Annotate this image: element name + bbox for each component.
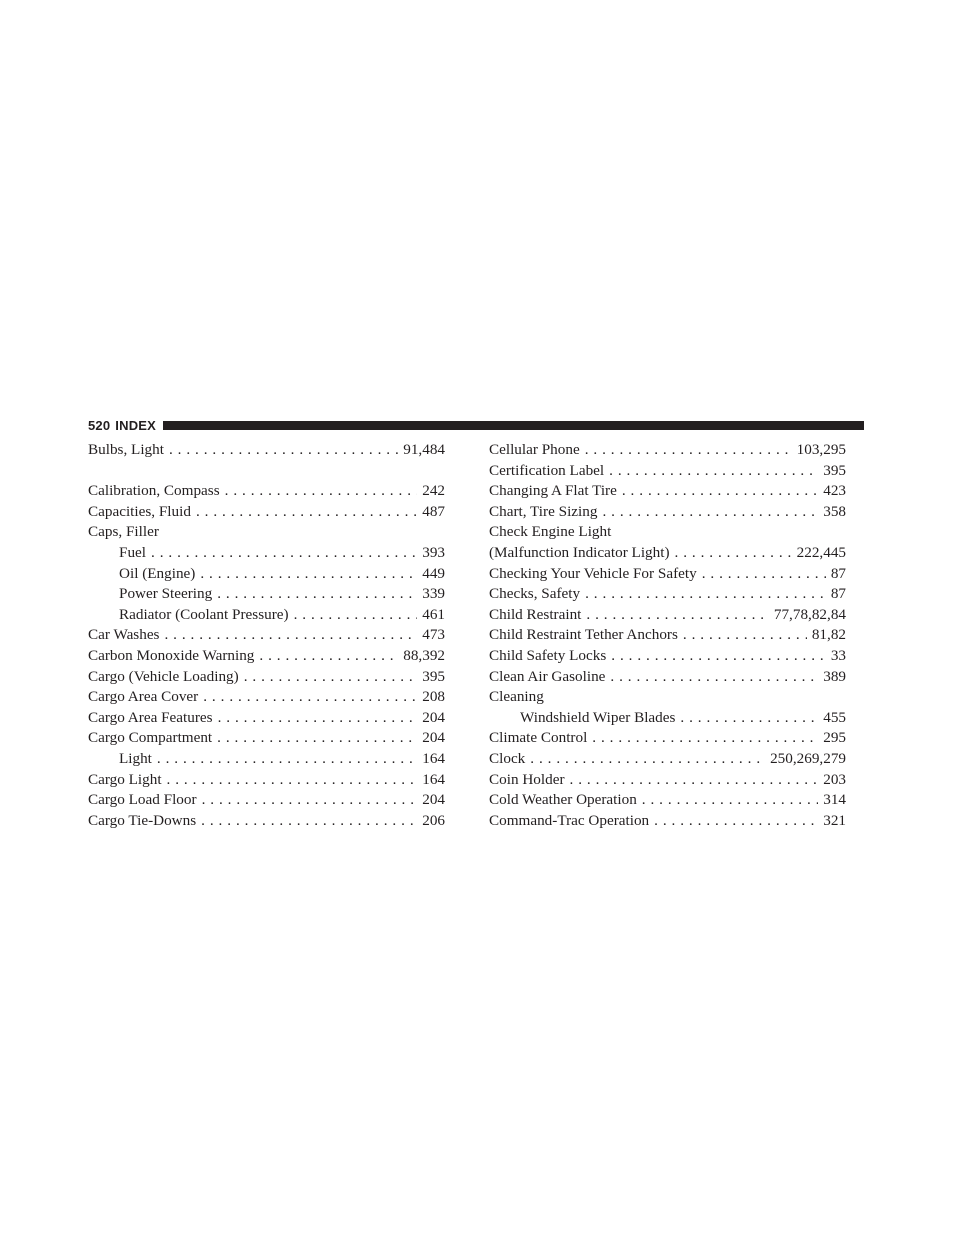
entry-page-ref: 77,78,82,84 [773, 605, 846, 623]
entry-label: Cargo Area Features [88, 708, 213, 726]
index-spacer [88, 461, 445, 482]
dot-leader [585, 584, 826, 605]
entry-page-ref: 250,269,279 [770, 749, 846, 767]
entry-label: Cargo Compartment [88, 729, 213, 747]
entry-label: Coin Holder [489, 770, 565, 788]
entry-label: Clean Air Gasoline [489, 667, 606, 685]
page-header [88, 418, 864, 433]
entry-page-ref: 164 [422, 749, 445, 767]
index-entry [489, 811, 846, 832]
entry-page-ref: 204 [422, 729, 445, 747]
dot-leader [611, 646, 826, 667]
entry-label: Cleaning [489, 688, 544, 706]
entry-page-ref: 295 [823, 729, 846, 747]
index-entry [489, 584, 846, 605]
dot-leader [570, 770, 819, 791]
dot-leader [586, 605, 768, 626]
index-entry [88, 749, 445, 770]
entry-label: Windshield Wiper Blades [520, 708, 676, 726]
index-entry [88, 687, 445, 708]
dot-leader [151, 543, 417, 564]
entry-label: Cold Weather Operation [489, 791, 637, 809]
entry-page-ref: 91,484 [403, 441, 445, 458]
dot-leader [585, 440, 792, 461]
index-entry [489, 502, 846, 523]
entry-label: Child Safety Locks [489, 646, 607, 664]
index-entry [88, 667, 445, 688]
dot-leader [294, 605, 418, 626]
entry-page-ref: 204 [422, 708, 445, 726]
entry-page-ref: 206 [422, 811, 445, 829]
index-entry [489, 440, 846, 461]
entry-page-ref: 461 [422, 605, 445, 623]
dot-leader [675, 543, 792, 564]
entry-page-ref: 222,445 [796, 543, 846, 561]
entry-label: Child Restraint Tether Anchors [489, 626, 678, 644]
entry-label: (Malfunction Indicator Light) [489, 543, 670, 561]
entry-page-ref: 103,295 [796, 441, 846, 458]
entry-page-ref: 208 [422, 688, 445, 706]
entry-page-ref: 33 [830, 646, 846, 664]
entry-label: Caps, Filler [88, 523, 159, 541]
dot-leader [702, 564, 826, 585]
dot-leader [200, 564, 417, 585]
index-entry [489, 481, 846, 502]
entry-page-ref: 393 [422, 543, 445, 561]
entry-label: Check Engine Light [489, 523, 612, 541]
entry-label: Child Restraint [489, 605, 582, 623]
index-entry [88, 584, 445, 605]
entry-page-ref: 487 [422, 502, 445, 520]
dot-leader [592, 728, 818, 749]
entry-page-ref: 395 [422, 667, 445, 685]
index-entry [489, 749, 846, 770]
index-entry [489, 625, 846, 646]
index-entry [489, 790, 846, 811]
index-entry [88, 625, 445, 646]
index-entry [489, 564, 846, 585]
entry-page-ref: 242 [422, 482, 445, 500]
index-entry [88, 564, 445, 585]
dot-leader [169, 440, 398, 461]
index-column-right [489, 440, 846, 831]
dot-leader [622, 481, 818, 502]
entry-page-ref: 449 [422, 564, 445, 582]
dot-leader [157, 749, 417, 770]
entry-page-ref: 81,82 [811, 626, 846, 644]
entry-page-ref: 88,392 [403, 646, 445, 664]
entry-label: Radiator (Coolant Pressure) [119, 605, 289, 623]
index-entry [88, 481, 445, 502]
entry-label: Cargo Area Cover [88, 688, 199, 706]
index-entry [489, 687, 846, 708]
entry-page-ref: 87 [830, 585, 846, 603]
entry-label: Certification Label [489, 461, 605, 479]
entry-label: Carbon Monoxide Warning [88, 646, 255, 664]
index-entry [489, 605, 846, 626]
entry-label: Cargo Tie-Downs [88, 811, 197, 829]
entry-label: Bulbs, Light [88, 441, 164, 458]
index-entry [489, 543, 846, 564]
entry-label: Changing A Flat Tire [489, 482, 617, 500]
dot-leader [680, 708, 818, 729]
dot-leader [196, 502, 417, 523]
entry-label: Climate Control [489, 729, 588, 747]
index-entry [489, 728, 846, 749]
entry-label: Calibration, Compass [88, 482, 220, 500]
index-entry [489, 667, 846, 688]
index-entry [88, 728, 445, 749]
dot-leader [201, 811, 417, 832]
entry-label: Cellular Phone [489, 441, 580, 458]
entry-label: Clock [489, 749, 526, 767]
entry-page-ref: 395 [823, 461, 846, 479]
entry-label: Command-Trac Operation [489, 811, 650, 829]
index-entry [88, 708, 445, 729]
index-entry [88, 646, 445, 667]
dot-leader [218, 708, 418, 729]
index-entry [489, 461, 846, 482]
index-entry [88, 811, 445, 832]
dot-leader [217, 584, 417, 605]
index-entry [489, 770, 846, 791]
index-entry [88, 502, 445, 523]
dot-leader [610, 667, 818, 688]
dot-leader [244, 667, 418, 688]
entry-label: Oil (Engine) [119, 564, 196, 582]
index-entry [88, 543, 445, 564]
index-entry [489, 708, 846, 729]
entry-page-ref: 203 [823, 770, 846, 788]
dot-leader [225, 481, 418, 502]
entry-page-ref: 473 [422, 626, 445, 644]
entry-page-ref: 358 [823, 502, 846, 520]
entry-page-ref: 321 [823, 811, 846, 829]
entry-label: Cargo Light [88, 770, 162, 788]
entry-label: Cargo Load Floor [88, 791, 197, 809]
index-entry [489, 522, 846, 543]
entry-page-ref: 455 [823, 708, 846, 726]
dot-leader [654, 811, 818, 832]
dot-leader [259, 646, 398, 667]
dot-leader [202, 790, 418, 811]
entry-label: Chart, Tire Sizing [489, 502, 598, 520]
entry-page-ref: 423 [823, 482, 846, 500]
index-entry [88, 522, 445, 543]
index-entry [88, 790, 445, 811]
dot-leader [167, 770, 418, 791]
index-entry [489, 646, 846, 667]
entry-page-ref: 164 [422, 770, 445, 788]
dot-leader [683, 625, 807, 646]
entry-page-ref: 204 [422, 791, 445, 809]
dot-leader [164, 625, 417, 646]
header-rule [163, 421, 864, 430]
dot-leader [609, 461, 818, 482]
entry-label: Capacities, Fluid [88, 502, 191, 520]
entry-page-ref: 389 [823, 667, 846, 685]
entry-label: Car Washes [88, 626, 160, 644]
index-column-left [88, 440, 445, 831]
dot-leader [203, 687, 417, 708]
section-title: INDEX [115, 418, 157, 433]
dot-leader [602, 502, 818, 523]
entry-page-ref: 339 [422, 585, 445, 603]
entry-label: Fuel [119, 543, 147, 561]
entry-label: Power Steering [119, 585, 213, 603]
entry-label: Checking Your Vehicle For Safety [489, 564, 697, 582]
entry-page-ref: 87 [830, 564, 846, 582]
index-entry [88, 770, 445, 791]
dot-leader [530, 749, 765, 770]
index-entry [88, 605, 445, 626]
dot-leader [642, 790, 818, 811]
index-entry [88, 440, 445, 461]
entry-page-ref: 314 [823, 791, 846, 809]
entry-label: Cargo (Vehicle Loading) [88, 667, 239, 685]
page-number: 520 [88, 418, 111, 433]
entry-label: Light [119, 749, 152, 767]
entry-label: Checks, Safety [489, 585, 581, 603]
dot-leader [217, 728, 417, 749]
